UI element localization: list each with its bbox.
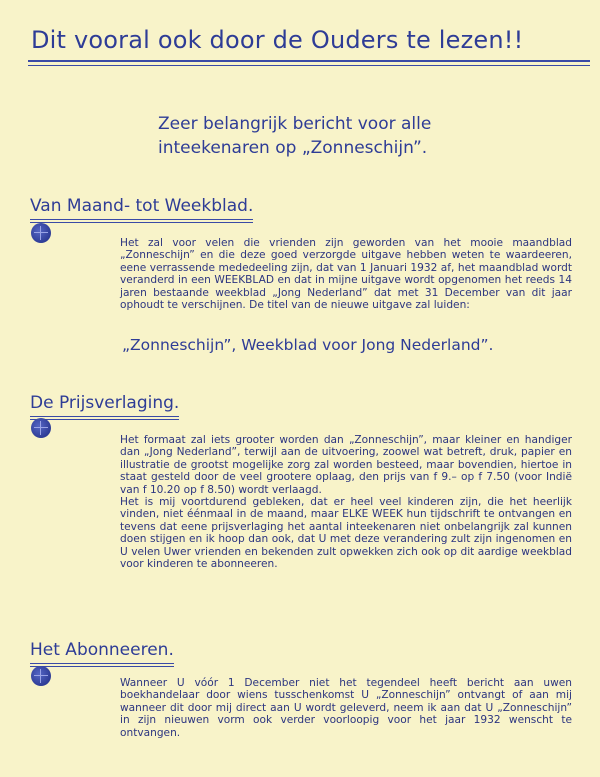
announcement-line-2: inteekenaren op „Zonneschijn”. [158, 138, 428, 158]
section-heading-abonneeren: Het Abonneeren. [30, 640, 174, 664]
section-body-prijs [120, 434, 572, 570]
bullet-dot-icon [31, 223, 51, 243]
paragraph-prijs-2: Het is mij voortdurend gebleken, dat er heel veel kinderen zijn, die het heerlijk vinden, niet éénmaal in de maand, maar ELKE WEEK hun tijdschrift te ontvangen en tevens dat eene prijsverlaging het aantal inteekenaren niet onbelangrijk zal kunnen doen stijgen en ik hoop dan ook, dat U met deze verandering zult zijn ingenomen en U velen Uwer vrienden en bekenden zult opwekken zich ook op dit aardige weekblad voor kinderen te abonneeren. [120, 496, 572, 571]
paragraph-prijs-1: Het formaat zal iets grooter worden dan „Zonneschijn”, maar kleiner en handiger dan „Jong Nederland”, terwijl aan de uitvoering, zoowel wat betreft, druk, papier en illustratie de grootst mogelijke zorg zal worden besteed, maar bovendien, hiertoe in staat gesteld door de veel grootere oplaag, den prijs van f 9.– op f 7.50 (voor Indië van f 10.20 op f 8.50) wordt verlaagd. [120, 434, 572, 496]
announcement [158, 112, 488, 160]
title-rule-thick [28, 60, 590, 62]
paragraph-abonneeren: Wanneer U vóór 1 December niet het tegendeel heeft bericht aan uwen boekhandelaar door wiens tusschenkomst U „Zonneschijn” ontvangt of aan mij wanneer dit door mij direct aan U wordt geleverd, neem ik aan dat U „Zonneschijn” in zijn nieuwen vorm ook verder voorloopig voor het jaar 1932 wenscht te ontvangen. [120, 677, 572, 739]
bullet-dot-icon [31, 666, 51, 686]
section-heading-weekblad: Van Maand- tot Weekblad. [30, 196, 253, 220]
new-title-slogan: „Zonneschijn”, Weekblad voor Jong Nederland”. [122, 336, 494, 354]
bullet-dot-icon [31, 418, 51, 438]
section-heading-prijs: De Prijsverlaging. [30, 393, 179, 417]
page-title: Dit vooral ook door de Ouders te lezen!! [31, 26, 524, 54]
section-body-abonneeren [120, 677, 572, 739]
section-body-weekblad [120, 237, 572, 311]
paragraph-weekblad: Het zal voor velen die vrienden zijn geworden van het mooie maandblad „Zonneschijn” en die deze goed verzorgde uitgave hebben weten te waardeeren, eene verrassende mededeeling zijn, dat van 1 Januari 1932 af, het maandblad wordt veranderd in een WEEKBLAD en dat in mijne uitgave wordt opgenomen het reeds 14 jaren bestaande weekblad „Jong Nederland” dat met 31 December van dit jaar ophoudt te verschijnen. De titel van de nieuwe uitgave zal luiden: [120, 237, 572, 312]
title-rule-thin [28, 65, 590, 66]
announcement-line-1: Zeer belangrijk bericht voor alle [158, 114, 432, 134]
